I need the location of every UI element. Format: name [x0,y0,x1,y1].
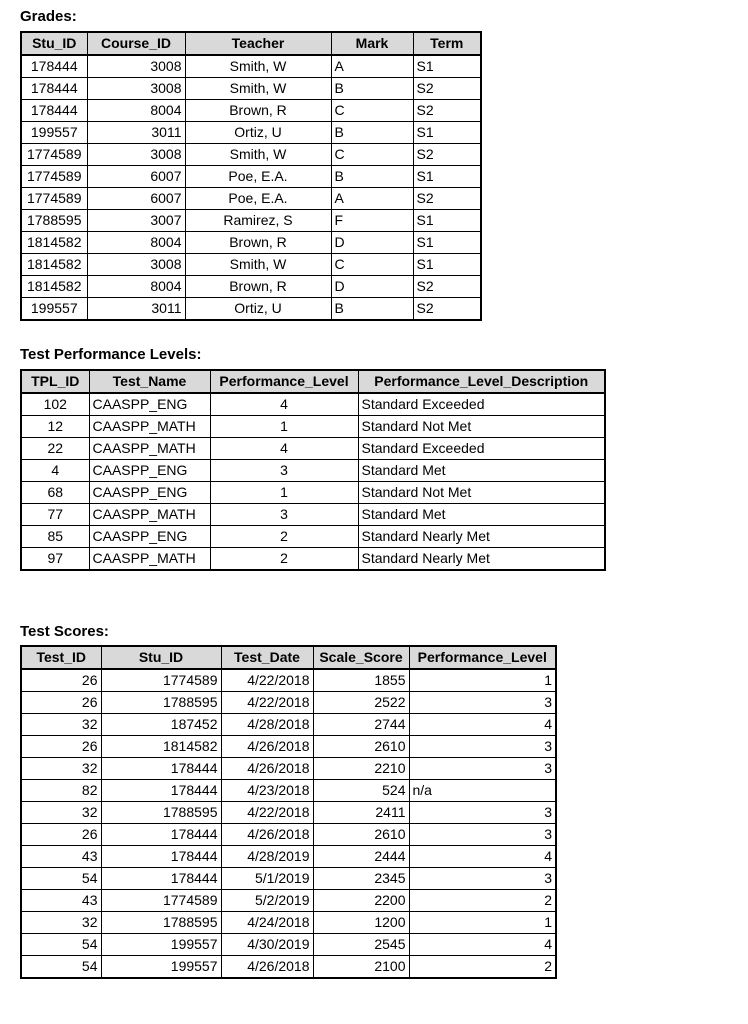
scores-cell: 2 [409,890,556,912]
table-row [21,78,481,100]
scores-cell: 178444 [101,868,221,890]
scores-cell: 178444 [101,758,221,780]
scores-cell: 2210 [313,758,409,780]
scores-cell: 4/26/2018 [221,956,313,979]
grades-cell: 178444 [21,100,87,122]
tpl-body [21,393,605,570]
scores-cell: 32 [21,912,101,934]
grades-cell: Ortiz, U [185,298,331,321]
scores-cell: 178444 [101,824,221,846]
scores-cell: 2 [409,956,556,979]
tpl-column-header: Performance_Level_Description [358,370,605,393]
tpl-cell: CAASPP_ENG [89,526,210,548]
scores-cell: 4 [409,846,556,868]
grades-cell: S2 [413,298,481,321]
scores-cell: 26 [21,824,101,846]
scores-cell: 32 [21,802,101,824]
tpl-column-header: Performance_Level [210,370,358,393]
table-row [21,802,556,824]
table-row [21,912,556,934]
scores-cell: 54 [21,868,101,890]
tpl-cell: 2 [210,548,358,571]
scores-cell: 4/28/2018 [221,714,313,736]
grades-cell: 3007 [87,210,185,232]
scores-cell: 2200 [313,890,409,912]
grades-cell: 1814582 [21,254,87,276]
scores-cell: 1774589 [101,669,221,692]
grades-body [21,55,481,320]
table-row [21,868,556,890]
scores-header-row [21,646,556,669]
grades-cell: S2 [413,100,481,122]
table-row [21,438,605,460]
grades-cell: 1774589 [21,166,87,188]
test-performance-levels-title: Test Performance Levels: [20,346,202,363]
grades-cell: F [331,210,413,232]
grades-cell: Brown, R [185,100,331,122]
grades-cell: S1 [413,166,481,188]
grades-cell: Brown, R [185,276,331,298]
tpl-cell: CAASPP_MATH [89,504,210,526]
scores-cell: 1 [409,912,556,934]
scores-cell: 3 [409,692,556,714]
grades-cell: S1 [413,254,481,276]
grades-cell: 8004 [87,100,185,122]
scores-column-header: Scale_Score [313,646,409,669]
scores-cell: 1788595 [101,912,221,934]
tpl-cell: CAASPP_MATH [89,548,210,571]
scores-cell: 2610 [313,824,409,846]
tpl-cell: Standard Nearly Met [358,526,605,548]
grades-cell: Smith, W [185,78,331,100]
scores-cell: 3 [409,736,556,758]
table-row [21,188,481,210]
table-row [21,122,481,144]
table-row [21,144,481,166]
scores-cell: n/a [409,780,556,802]
table-row [21,824,556,846]
scores-cell: 4/22/2018 [221,669,313,692]
table-row [21,780,556,802]
tpl-header-row [21,370,605,393]
scores-cell: 4/26/2018 [221,758,313,780]
grades-cell: D [331,276,413,298]
scores-cell: 4/22/2018 [221,802,313,824]
table-row [21,890,556,912]
grades-cell: D [331,232,413,254]
grades-cell: 3008 [87,144,185,166]
table-row [21,548,605,571]
scores-cell: 5/1/2019 [221,868,313,890]
grades-cell: S2 [413,144,481,166]
grades-cell: 1774589 [21,144,87,166]
tpl-cell: 68 [21,482,89,504]
tpl-cell: 2 [210,526,358,548]
scores-cell: 4/24/2018 [221,912,313,934]
tpl-cell: CAASPP_MATH [89,416,210,438]
tpl-cell: 1 [210,482,358,504]
tpl-cell: 4 [21,460,89,482]
scores-cell: 1788595 [101,692,221,714]
table-row [21,298,481,321]
grades-cell: S2 [413,78,481,100]
scores-column-header: Test_Date [221,646,313,669]
scores-column-header: Test_ID [21,646,101,669]
scores-cell: 82 [21,780,101,802]
scores-cell: 5/2/2019 [221,890,313,912]
tpl-cell: Standard Exceeded [358,438,605,460]
grades-cell: 178444 [21,55,87,78]
grades-cell: S1 [413,55,481,78]
grades-cell: 8004 [87,276,185,298]
tpl-cell: 3 [210,504,358,526]
scores-cell: 4/23/2018 [221,780,313,802]
grades-cell: 3008 [87,55,185,78]
grades-cell: C [331,100,413,122]
tpl-cell: Standard Not Met [358,416,605,438]
tpl-cell: Standard Met [358,504,605,526]
scores-cell: 1855 [313,669,409,692]
scores-cell: 1814582 [101,736,221,758]
tpl-cell: CAASPP_ENG [89,482,210,504]
grades-cell: Poe, E.A. [185,188,331,210]
table-row [21,416,605,438]
table-row [21,736,556,758]
grades-column-header: Stu_ID [21,32,87,55]
scores-cell: 4/30/2019 [221,934,313,956]
table-row [21,692,556,714]
scores-column-header: Stu_ID [101,646,221,669]
scores-cell: 199557 [101,956,221,979]
tpl-cell: 102 [21,393,89,416]
scores-cell: 4/26/2018 [221,824,313,846]
scores-cell: 2744 [313,714,409,736]
table-row [21,504,605,526]
grades-cell: Poe, E.A. [185,166,331,188]
grades-cell: 1814582 [21,232,87,254]
scores-cell: 3 [409,868,556,890]
grades-cell: Ramirez, S [185,210,331,232]
tpl-cell: 97 [21,548,89,571]
grades-cell: 199557 [21,298,87,321]
scores-cell: 524 [313,780,409,802]
grades-cell: B [331,122,413,144]
grades-cell: 8004 [87,232,185,254]
grades-column-header: Term [413,32,481,55]
table-row [21,714,556,736]
grades-title: Grades: [20,8,77,25]
table-row [21,934,556,956]
grades-cell: 178444 [21,78,87,100]
scores-cell: 1200 [313,912,409,934]
scores-cell: 4 [409,934,556,956]
table-row [21,254,481,276]
tpl-cell: CAASPP_MATH [89,438,210,460]
tpl-cell: CAASPP_ENG [89,393,210,416]
grades-column-header: Course_ID [87,32,185,55]
grades-cell: Smith, W [185,254,331,276]
table-row [21,55,481,78]
table-row [21,210,481,232]
table-row [21,758,556,780]
test-scores-title: Test Scores: [20,623,109,640]
scores-cell: 2522 [313,692,409,714]
scores-cell: 1788595 [101,802,221,824]
scores-cell: 2545 [313,934,409,956]
table-row [21,956,556,979]
grades-column-header: Mark [331,32,413,55]
grades-cell: Brown, R [185,232,331,254]
table-row [21,232,481,254]
scores-cell: 54 [21,934,101,956]
grades-header-row [21,32,481,55]
tpl-cell: 85 [21,526,89,548]
tpl-cell: Standard Exceeded [358,393,605,416]
grades-cell: 1774589 [21,188,87,210]
grades-column-header: Teacher [185,32,331,55]
scores-cell: 2100 [313,956,409,979]
grades-cell: C [331,144,413,166]
grades-cell: C [331,254,413,276]
test-performance-levels-table [20,369,606,571]
grades-cell: S1 [413,232,481,254]
tpl-cell: Standard Met [358,460,605,482]
grades-cell: A [331,55,413,78]
scores-cell: 199557 [101,934,221,956]
tpl-cell: 4 [210,438,358,460]
scores-cell: 3 [409,802,556,824]
scores-cell: 4 [409,714,556,736]
grades-cell: 3008 [87,254,185,276]
grades-cell: S2 [413,188,481,210]
scores-cell: 2444 [313,846,409,868]
tpl-cell: Standard Nearly Met [358,548,605,571]
scores-cell: 3 [409,824,556,846]
scores-cell: 3 [409,758,556,780]
tpl-cell: 4 [210,393,358,416]
grades-table [20,31,482,321]
table-row [21,276,481,298]
scores-cell: 4/28/2019 [221,846,313,868]
grades-cell: 6007 [87,188,185,210]
scores-cell: 26 [21,692,101,714]
tpl-cell: CAASPP_ENG [89,460,210,482]
tpl-cell: 12 [21,416,89,438]
grades-cell: 6007 [87,166,185,188]
grades-cell: S2 [413,276,481,298]
grades-cell: 3011 [87,122,185,144]
scores-body [21,669,556,978]
table-row [21,166,481,188]
tpl-cell: Standard Not Met [358,482,605,504]
tpl-cell: 22 [21,438,89,460]
grades-cell: S1 [413,122,481,144]
grades-cell: 1814582 [21,276,87,298]
scores-cell: 43 [21,890,101,912]
tpl-column-header: TPL_ID [21,370,89,393]
table-row [21,846,556,868]
test-scores-table [20,645,557,979]
scores-cell: 2610 [313,736,409,758]
table-row [21,393,605,416]
grades-cell: S1 [413,210,481,232]
tpl-cell: 77 [21,504,89,526]
grades-cell: B [331,166,413,188]
table-row [21,669,556,692]
grades-cell: Smith, W [185,55,331,78]
grades-cell: 3011 [87,298,185,321]
scores-cell: 26 [21,669,101,692]
scores-cell: 4/26/2018 [221,736,313,758]
scores-cell: 1 [409,669,556,692]
table-row [21,526,605,548]
tpl-cell: 3 [210,460,358,482]
scores-cell: 2345 [313,868,409,890]
grades-cell: Smith, W [185,144,331,166]
scores-column-header: Performance_Level [409,646,556,669]
scores-cell: 43 [21,846,101,868]
tpl-column-header: Test_Name [89,370,210,393]
grades-cell: 199557 [21,122,87,144]
table-row [21,460,605,482]
grades-cell: Ortiz, U [185,122,331,144]
scores-cell: 54 [21,956,101,979]
grades-cell: B [331,298,413,321]
table-row [21,100,481,122]
grades-cell: A [331,188,413,210]
scores-cell: 32 [21,758,101,780]
grades-cell: B [331,78,413,100]
tpl-cell: 1 [210,416,358,438]
grades-cell: 1788595 [21,210,87,232]
table-row [21,482,605,504]
grades-cell: 3008 [87,78,185,100]
scores-cell: 1774589 [101,890,221,912]
scores-cell: 187452 [101,714,221,736]
scores-cell: 32 [21,714,101,736]
scores-cell: 2411 [313,802,409,824]
scores-cell: 4/22/2018 [221,692,313,714]
scores-cell: 178444 [101,780,221,802]
scores-cell: 26 [21,736,101,758]
scores-cell: 178444 [101,846,221,868]
